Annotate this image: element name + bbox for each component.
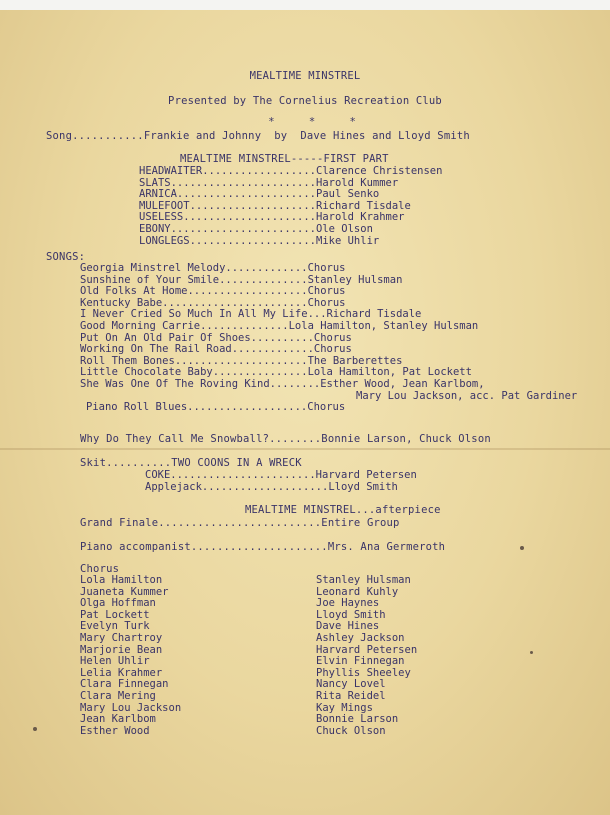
chorus-member: Clara Mering (80, 689, 156, 702)
chorus-member: Clara Finnegan (80, 678, 169, 691)
song-line: Sunshine of Your Smile..............Stanley Hulsman (80, 273, 403, 286)
song-line: Mary Lou Jackson, acc. Pat Gardiner (356, 389, 578, 402)
first-part-heading: MEALTIME MINSTREL-----FIRST PART (180, 153, 389, 165)
chorus-member: Leonard Kuhly (316, 585, 399, 598)
skit-title: Skit..........TWO COONS IN A WRECK (80, 457, 302, 469)
chorus-member: Olga Hoffman (80, 597, 156, 610)
chorus-member: Nancy Lovel (316, 678, 386, 691)
chorus-member: Kay Mings (316, 701, 373, 714)
chorus-member: Chuck Olson (316, 724, 386, 737)
chorus-member: Bonnie Larson (316, 713, 399, 726)
ink-spot (520, 546, 524, 550)
star-divider: * * * (268, 116, 370, 128)
song-line: Little Chocolate Baby...............Lola Hamilton, Pat Lockett (80, 366, 472, 379)
chorus-member: Esther Wood (80, 724, 150, 737)
songs-list (80, 263, 577, 414)
paper-fold (0, 448, 610, 450)
cast-line: EBONY.......................Ole Olson (139, 222, 373, 235)
chorus-member: Joe Haynes (316, 597, 380, 610)
chorus-member: Marjorie Bean (80, 643, 163, 656)
first-part-cast (139, 166, 442, 247)
song-line: I Never Cried So Much In All My Life...Richard Tisdale (80, 308, 422, 321)
chorus-member: Stanley Hulsman (316, 574, 411, 586)
chorus-member: Lelia Krahmer (80, 666, 163, 679)
songs-heading: SONGS: (46, 251, 86, 263)
presenter-line: Presented by The Cornelius Recreation Club (168, 95, 442, 107)
skit-role-line: Applejack....................Lloyd Smith (145, 480, 398, 493)
song-line: Good Morning Carrie..............Lola Hamilton, Stanley Hulsman (80, 319, 479, 332)
afterpiece-heading: MEALTIME MINSTREL...afterpiece (245, 504, 441, 516)
song-line: Kentucky Babe.......................Chorus (80, 296, 346, 309)
cast-line: ARNICA......................Paul Senko (139, 188, 380, 201)
skit-role-line: COKE.......................Harvard Petersen (145, 469, 417, 481)
chorus-member: Mary Chartroy (80, 631, 163, 644)
cast-line: HEADWAITER..................Clarence Christensen (139, 165, 443, 177)
chorus-member: Lloyd Smith (316, 608, 386, 621)
accompanist-line: Piano accompanist.....................Mrs. Ana Germeroth (80, 541, 446, 553)
cast-line: MULEFOOT....................Richard Tisdale (139, 199, 411, 212)
chorus-member: Juaneta Kummer (80, 585, 169, 598)
chorus-member: Dave Hines (316, 620, 380, 633)
chorus-member: Evelyn Turk (80, 620, 150, 633)
cast-line: LONGLEGS....................Mike Uhlir (139, 234, 380, 247)
song-line: Put On An Old Pair Of Shoes..........Chorus (80, 331, 352, 344)
song-line: Piano Roll Blues...................Chorus (86, 401, 346, 414)
opening-song: Song...........Frankie and Johnny by Dave Hines and Lloyd Smith (46, 130, 470, 142)
song-line: She Was One Of The Roving Kind........Esther Wood, Jean Karlbom, (80, 377, 485, 390)
song-line: Old Folks At Home...................Chorus (80, 285, 346, 298)
snowball-line: Why Do They Call Me Snowball?........Bonnie Larson, Chuck Olson (80, 433, 491, 445)
chorus-left-column (80, 575, 181, 737)
ink-spot (33, 727, 37, 731)
chorus-member: Phyllis Sheeley (316, 666, 411, 679)
song-line: Georgia Minstrel Melody.............Chorus (80, 262, 346, 274)
chorus-member: Lola Hamilton (80, 574, 163, 586)
chorus-member: Ashley Jackson (316, 631, 405, 644)
chorus-member: Helen Uhlir (80, 655, 150, 668)
program-title: MEALTIME MINSTREL (249, 70, 361, 82)
chorus-member: Mary Lou Jackson (80, 701, 182, 714)
chorus-member: Rita Reidel (316, 689, 386, 702)
chorus-member: Jean Karlbom (80, 713, 156, 726)
chorus-right-column (316, 575, 417, 737)
song-line: Roll Them Bones.....................The Barberettes (80, 354, 403, 367)
skit-roles (145, 470, 417, 493)
cast-line: SLATS.......................Harold Kummer (139, 176, 399, 189)
song-line: Working On The Rail Road.............Chorus (80, 343, 352, 356)
chorus-member: Harvard Petersen (316, 643, 418, 656)
chorus-member: Pat Lockett (80, 608, 150, 621)
chorus-heading: Chorus (80, 563, 120, 575)
ink-spot (530, 651, 533, 654)
cast-line: USELESS.....................Harold Krahmer (139, 211, 405, 224)
chorus-member: Elvin Finnegan (316, 655, 405, 668)
finale-line: Grand Finale.........................Entire Group (80, 517, 400, 529)
